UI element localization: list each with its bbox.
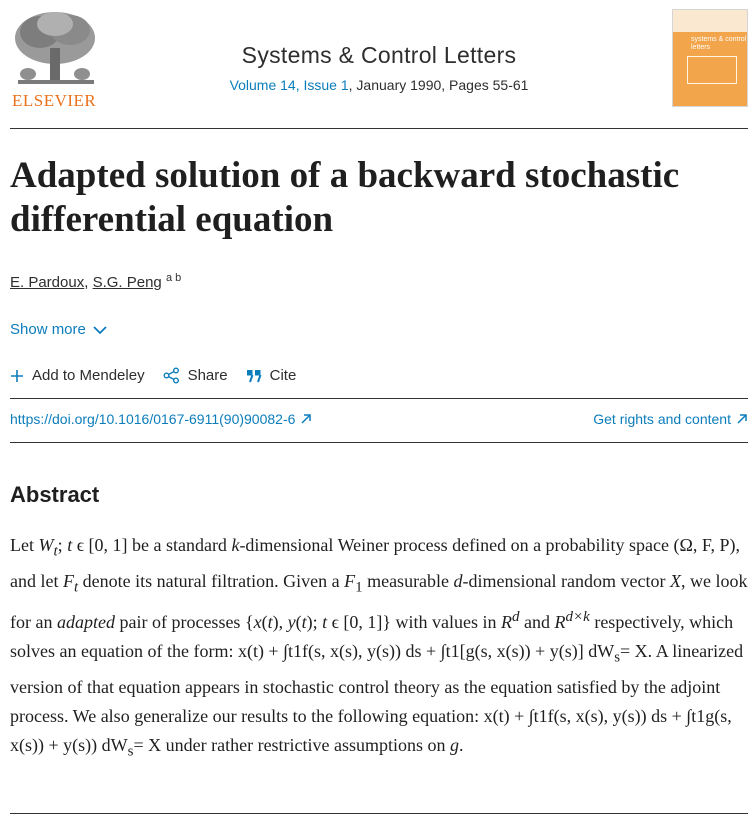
share-label: Share [187,367,228,384]
cover-band [673,10,747,32]
abstract-text: Let $W_t$; t ϵ [0, 1] be a standard k-dimensional Weiner process defined on a probability space (Ω, F, P), and let $F_t$ denote its natural filtration. Given a $F_1$ measurable d-dimensional random vector X, we look for an adapted pair of processes {x(t), y(t); t ϵ [0, 1]} with values in $R^d$ and $R^{d\times k}$ respectively, which solves an equation of the form: x(t) + ∫t1f(s, x(s), y(s)) ds + ∫t1[g(s, x(s)) + y(s)] $dW_s= X$. A linearized version of that equation appears in stochastic control theory as the equation satisfied by the adjoint process. We also generalize our results to the following equation: x(t) + ∫t1f(s, x(s), y(s)) ds + ∫t1g(s, x(s)) + y(s)) $dW_s= X$ under rather restrictive assumptions on g. [10,535,748,760]
show-more-button[interactable] [10,321,108,338]
abstract-divider [10,813,748,814]
links-divider [10,442,748,443]
volume-issue-link[interactable]: Volume 14, Issue 1 [229,77,349,93]
cite-button[interactable] [246,367,297,384]
share-button[interactable] [163,367,228,384]
get-rights-link[interactable] [593,411,748,427]
mendeley-label: Add to Mendeley [32,367,145,384]
journal-title[interactable]: Systems & Control Letters [241,42,517,68]
journal-cover-image[interactable] [672,9,748,107]
author-list [10,272,181,291]
author-link[interactable]: S.G. Peng [92,274,162,291]
date-pages: , January 1990, Pages 55-61 [348,77,529,93]
journal-meta [10,77,748,93]
header-divider [10,128,748,129]
author-affiliations[interactable]: a b [165,272,182,284]
publisher-name: ELSEVIER [12,91,97,110]
doi-link[interactable] [10,411,312,427]
author-link[interactable]: E. Pardoux [10,274,85,291]
chevron-down-icon [92,322,108,338]
external-link-icon [300,413,312,425]
article-actions [10,367,314,384]
share-icon [163,367,180,384]
rights-text: Get rights and content [593,411,731,427]
article-title: Adapted solution of a backward stochastic differential equation [10,155,680,240]
journal-header [10,8,748,110]
plus-icon [10,369,24,383]
show-more-label: Show more [10,321,86,338]
doi-text: https://doi.org/10.1016/0167-6911(90)90082-6 [10,411,296,427]
abstract-heading: Abstract [10,482,100,507]
actions-divider [10,398,748,399]
author-separator: , [84,274,93,291]
journal-info [10,42,748,93]
cite-label: Cite [269,367,297,384]
cover-title: systems & control letters [691,36,747,51]
quote-icon [246,369,262,383]
external-link-icon [736,413,748,425]
add-to-mendeley-button[interactable] [10,367,145,384]
cover-diagram [687,56,737,84]
